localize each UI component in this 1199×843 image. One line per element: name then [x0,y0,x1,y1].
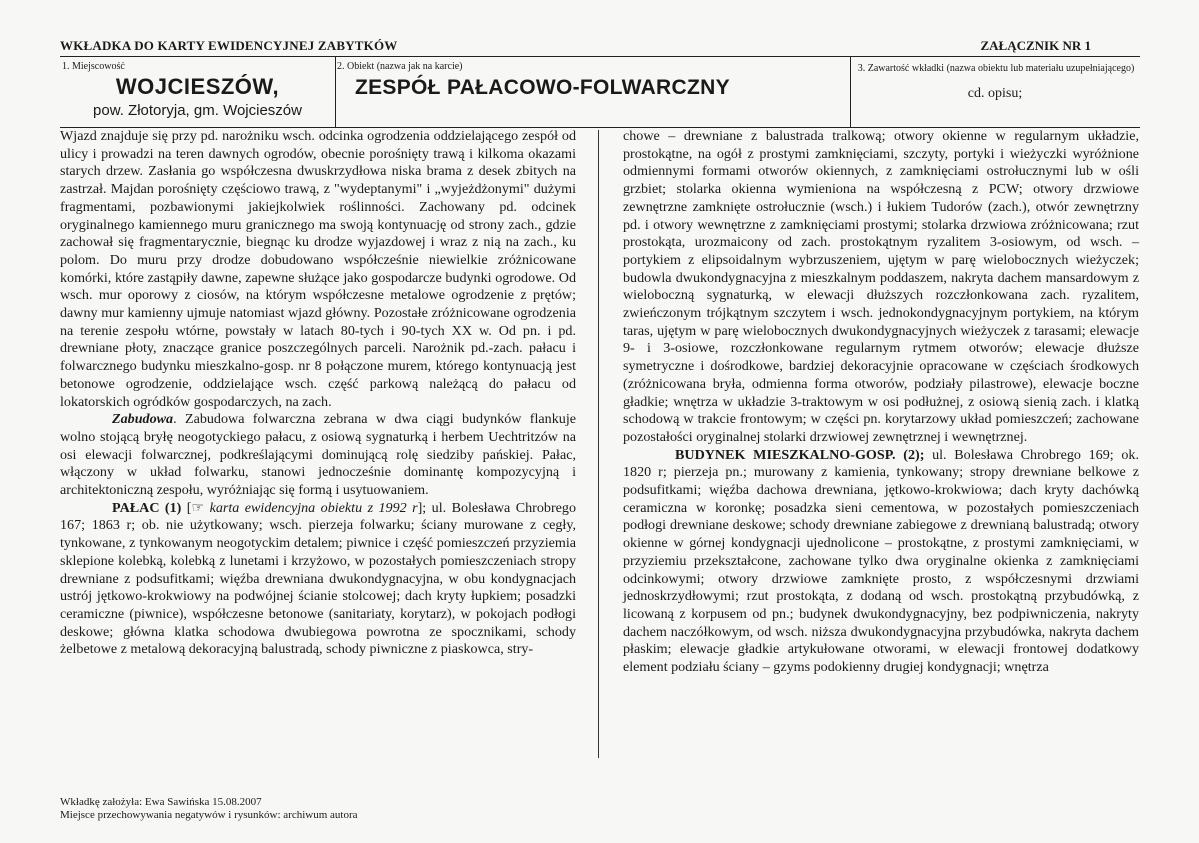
paragraph-buildings [60,411,576,500]
reference-card-note: karta ewidencyjna obiektu z 1992 r [204,499,418,516]
paragraph-palace [60,500,576,659]
annex-label: ZAŁĄCZNIK NR 1 [980,38,1091,53]
object-name: ZESPÓŁ PAŁACOWO-FOLWARCZNY [355,76,730,99]
section-heading-residential: BUDYNEK MIESZKALNO-GOSP. (2); [675,446,925,463]
place-district: pow. Złotoryja, gm. Wojcieszów [93,102,302,119]
author-line: Wkładkę założyła: Ewa Sawińska 15.08.2007 [60,796,262,808]
paragraph-residential-text: ul. Bolesława Chrobrego 169; ok. 1820 r; pierzeja pn.; murowany z kamienia, tynkowany; stropy drewniane belkowe z podsufitkami; więźba dachowa drewniana, jętkowo-krokwiowa; dach kryty dachówką ceramiczna w koronkę; posadzka sieni cementowa, w pozostałych pomieszczeniach podłogi drewniane deskowe; schody drewniane zabiegowe z drewnianą balustradą; otwory okienne w górnej kondygnacji ujednolicone – prostokątne, z prostymi zamknięciami, w przyziemiu przekształcone, zachowane tylko dwa oryginalne okienka z zamknięciami odcinkowymi; otwory drzwiowe zamknięte prosto, z współczesnymi drzwiami jednoskrzydłowymi; rzut prostokąta, z dodaną od wsch. prostokątną przybudówką, z licowaną z korpusem od pn.; budynek dwukondygnacyjny, bez podpiwniczenia, nakryty dachem naczółkowym, od wsch. niższa dwukondygnacyjna przybudówka, nakryta dachem płaskim; elewacje gładkie artykułowane otworami, w elewacji frontowej dodatkowy element podziału ściany – gzyms podokienny drugiej kondygnacji; wnętrza [623,446,1139,676]
header-table [60,56,1140,128]
object-cell [335,57,851,127]
right-text-column [623,128,1139,677]
object-label: 2. Obiekt (nazwa jak na karcie) [337,61,463,72]
paragraph-palace-continued: chowe – drewniane z balustrada tralkową; otwory okienne w regularnym układzie, prostokątne, na ogół z prostymi zamknięciami, szczyty, portyki i wieżyczki wyróżnione odmiennymi formami otworów okiennych, z zamknięciami ostrołucznymi lub w ośli grzbiet; stolarka okienna wymieniona na współczesną z PCW; otwory drzwiowe zewnętrzne zamknięte ostrołucznie (wsch.) i łukiem Tudorów (zach.), otwór zewnętrzny pd. i otwory wewnętrzne z zamknięciami prostymi; stolarka drzwiowa zróżnicowana; rzut prostokąta, urozmaicony od zach. prostokątnym ryzalitem 3-osiowym, od wsch. – portykiem z elipsoidalnym wybrzuszeniem, ujętym w parę wielobocznych wieżyczek; budowla dwukondygnacyjna z mieszkalnym poddaszem, nakryta dachem mansardowym z wieloboczną sygnaturką, w elewacji dłuższych rozczłonkowana zach. ryzalitem, zwieńczonym trójkątnym szczytem i wsch. jednokondygnacyjnym portykiem, na którym taras, ujętym w parę wielobocznych dwukondygnacyjnych wieżyczek z tarasami; elewacje 9- i 3-osiowe, rozczłonkowane regularnym rytmem otworów; elewacje dłuższe symetryczne i dośrodkowe, bardziej dekoracyjnie opracowane w częściach środkowych (zróżnicowana bryła, odmienna forma otworów, podziały pilastrowe), elewacje boczne gładkie; wnętrza w układzie 3-traktowym w osi podłużnej, z osiową sienią zach. i klatką schodową w trakcie frontowym; w części pn. korytarzowy układ pomieszczeń; zachowane pozostałości oryginalnej stolarki drzwiowej zewnętrznej i wewnętrznej. [623,128,1139,445]
card-title: WKŁADKA DO KARTY EWIDENCYJNEJ ZABYTKÓW [60,38,398,53]
content-cell [850,57,1140,127]
place-name: WOJCIESZÓW, [115,74,280,99]
content-value: cd. opisu; [967,86,1023,101]
section-heading-palace: PAŁAC (1) [112,499,182,516]
column-divider [598,130,599,758]
bracket-open: [ [181,499,192,516]
storage-line: Miejsce przechowywania negatywów i rysunków: archiwum autora [60,809,358,821]
paragraph-palace-text: ]; ul. Bolesława Chrobrego 167; 1863 r; ob. nie użytkowany; wsch. pierzeja folwarku; ściany murowane z cegły, tynkowane, z tynkowanym neogotyckim detalem; piwnice i część pomieszczeń przyziemia sklepione kolebką, kolebką z lunetami i krzyżowo, w pozostałych pomieszczeniach stropy drewniane z podsufitkami; więźba drewniana dwukondygnacyjna, w obu kondygnacjach ustrój jętkowo-krokwiowy na podwójnej ścianie stolcowej; dach kryty łupkiem; posadzki ceramiczne (piwnice), współczesne betonowe (sanitariaty, korytarz), w pokojach podłogi deskowe; główna klatka schodowa dwubiegowa powrotna ze spocznikami, schody żelbetowe z metalową dekoracyjną balustradą, schody piwniczne z piaskowca, stry- [60,499,576,658]
place-label: 1. Miejscowość [62,61,125,72]
paragraph-residential-building [623,447,1139,677]
section-heading-zabudowa: Zabudowa [112,411,174,428]
paragraph-buildings-text: . Zabudowa folwarczna zebrana w dwa ciągi budynków flankuje wolno stojącą bryłę neogotyckiego pałacu, z osiową sygnaturką i herbem Uechtritzów na osi elewacji folwarcznej, podkreślającymi dominującą rolę siedziby pańskiej. Pałac, włączony w układ folwarku, stanowi jednocześnie dominantę kompozycyjną i architektoniczną zespołu, wyróżniając się formą i usytuowaniem. [60,411,576,499]
left-text-column [60,128,576,659]
place-cell [60,57,336,127]
pointing-hand-icon: ☞ [191,499,205,516]
footer [60,796,358,822]
paragraph-entrance: Wjazd znajduje się przy pd. narożniku wsch. odcinka ogrodzenia oddzielającego zespół od ulicy i prowadzi na teren dawnych ogrodów, obecnie porośnięty trawą i kilkoma okazami starych drzew. Zasłania go współczesna dwuskrzydłowa niska brama z desek zbitych na zastrzał. Majdan porośnięty częściowo trawą, z "wydeptanymi" i „wyjeżdżonymi" dużymi fragmentami, pozbawionymi jakiejkolwiek roślinności. Zachowany pd. odcinek oryginalnego kamiennego muru granicznego ma swoją kontynuację od strony zach., gdzie zachował się fragmentarycznie, biegnąc ku drodze wyjazdowej i wraz z nią na zach., ku polom. Do muru przy drodze dobudowano współcześnie niewielkie zróżnicowane komórki, które zastąpiły dawne, zapewne służące jako gospodarcze budynki ogrodowe. Od wsch. mur oporowy z ciosów, na którym współczesne metalowe ogrodzenie z prętów; dawny mur kamienny ujmuje natomiast wjazd główny. Pozostałe zróżnicowane ogrodzenia na terenie zespołu wtórne, powstały w latach 80-tych i 90-tych XX w. Od pn. i pd. drewniane płoty, znaczące granice poszczególnych parceli. Narożnik pd.-zach. pałacu i folwarcznego budynku mieszkalno-gosp. nr 8 połączone murem, którego kontynuacją jest betonowe ogrodzenie, oddzielające wsch. część parkową należącą do pałacu od lokatorskich ogródków gospodarczych, na zach. [60,128,576,410]
content-label: 3. Zawartość wkładki (nazwa obiektu lub materiału uzupełniającego) [857,63,1135,74]
